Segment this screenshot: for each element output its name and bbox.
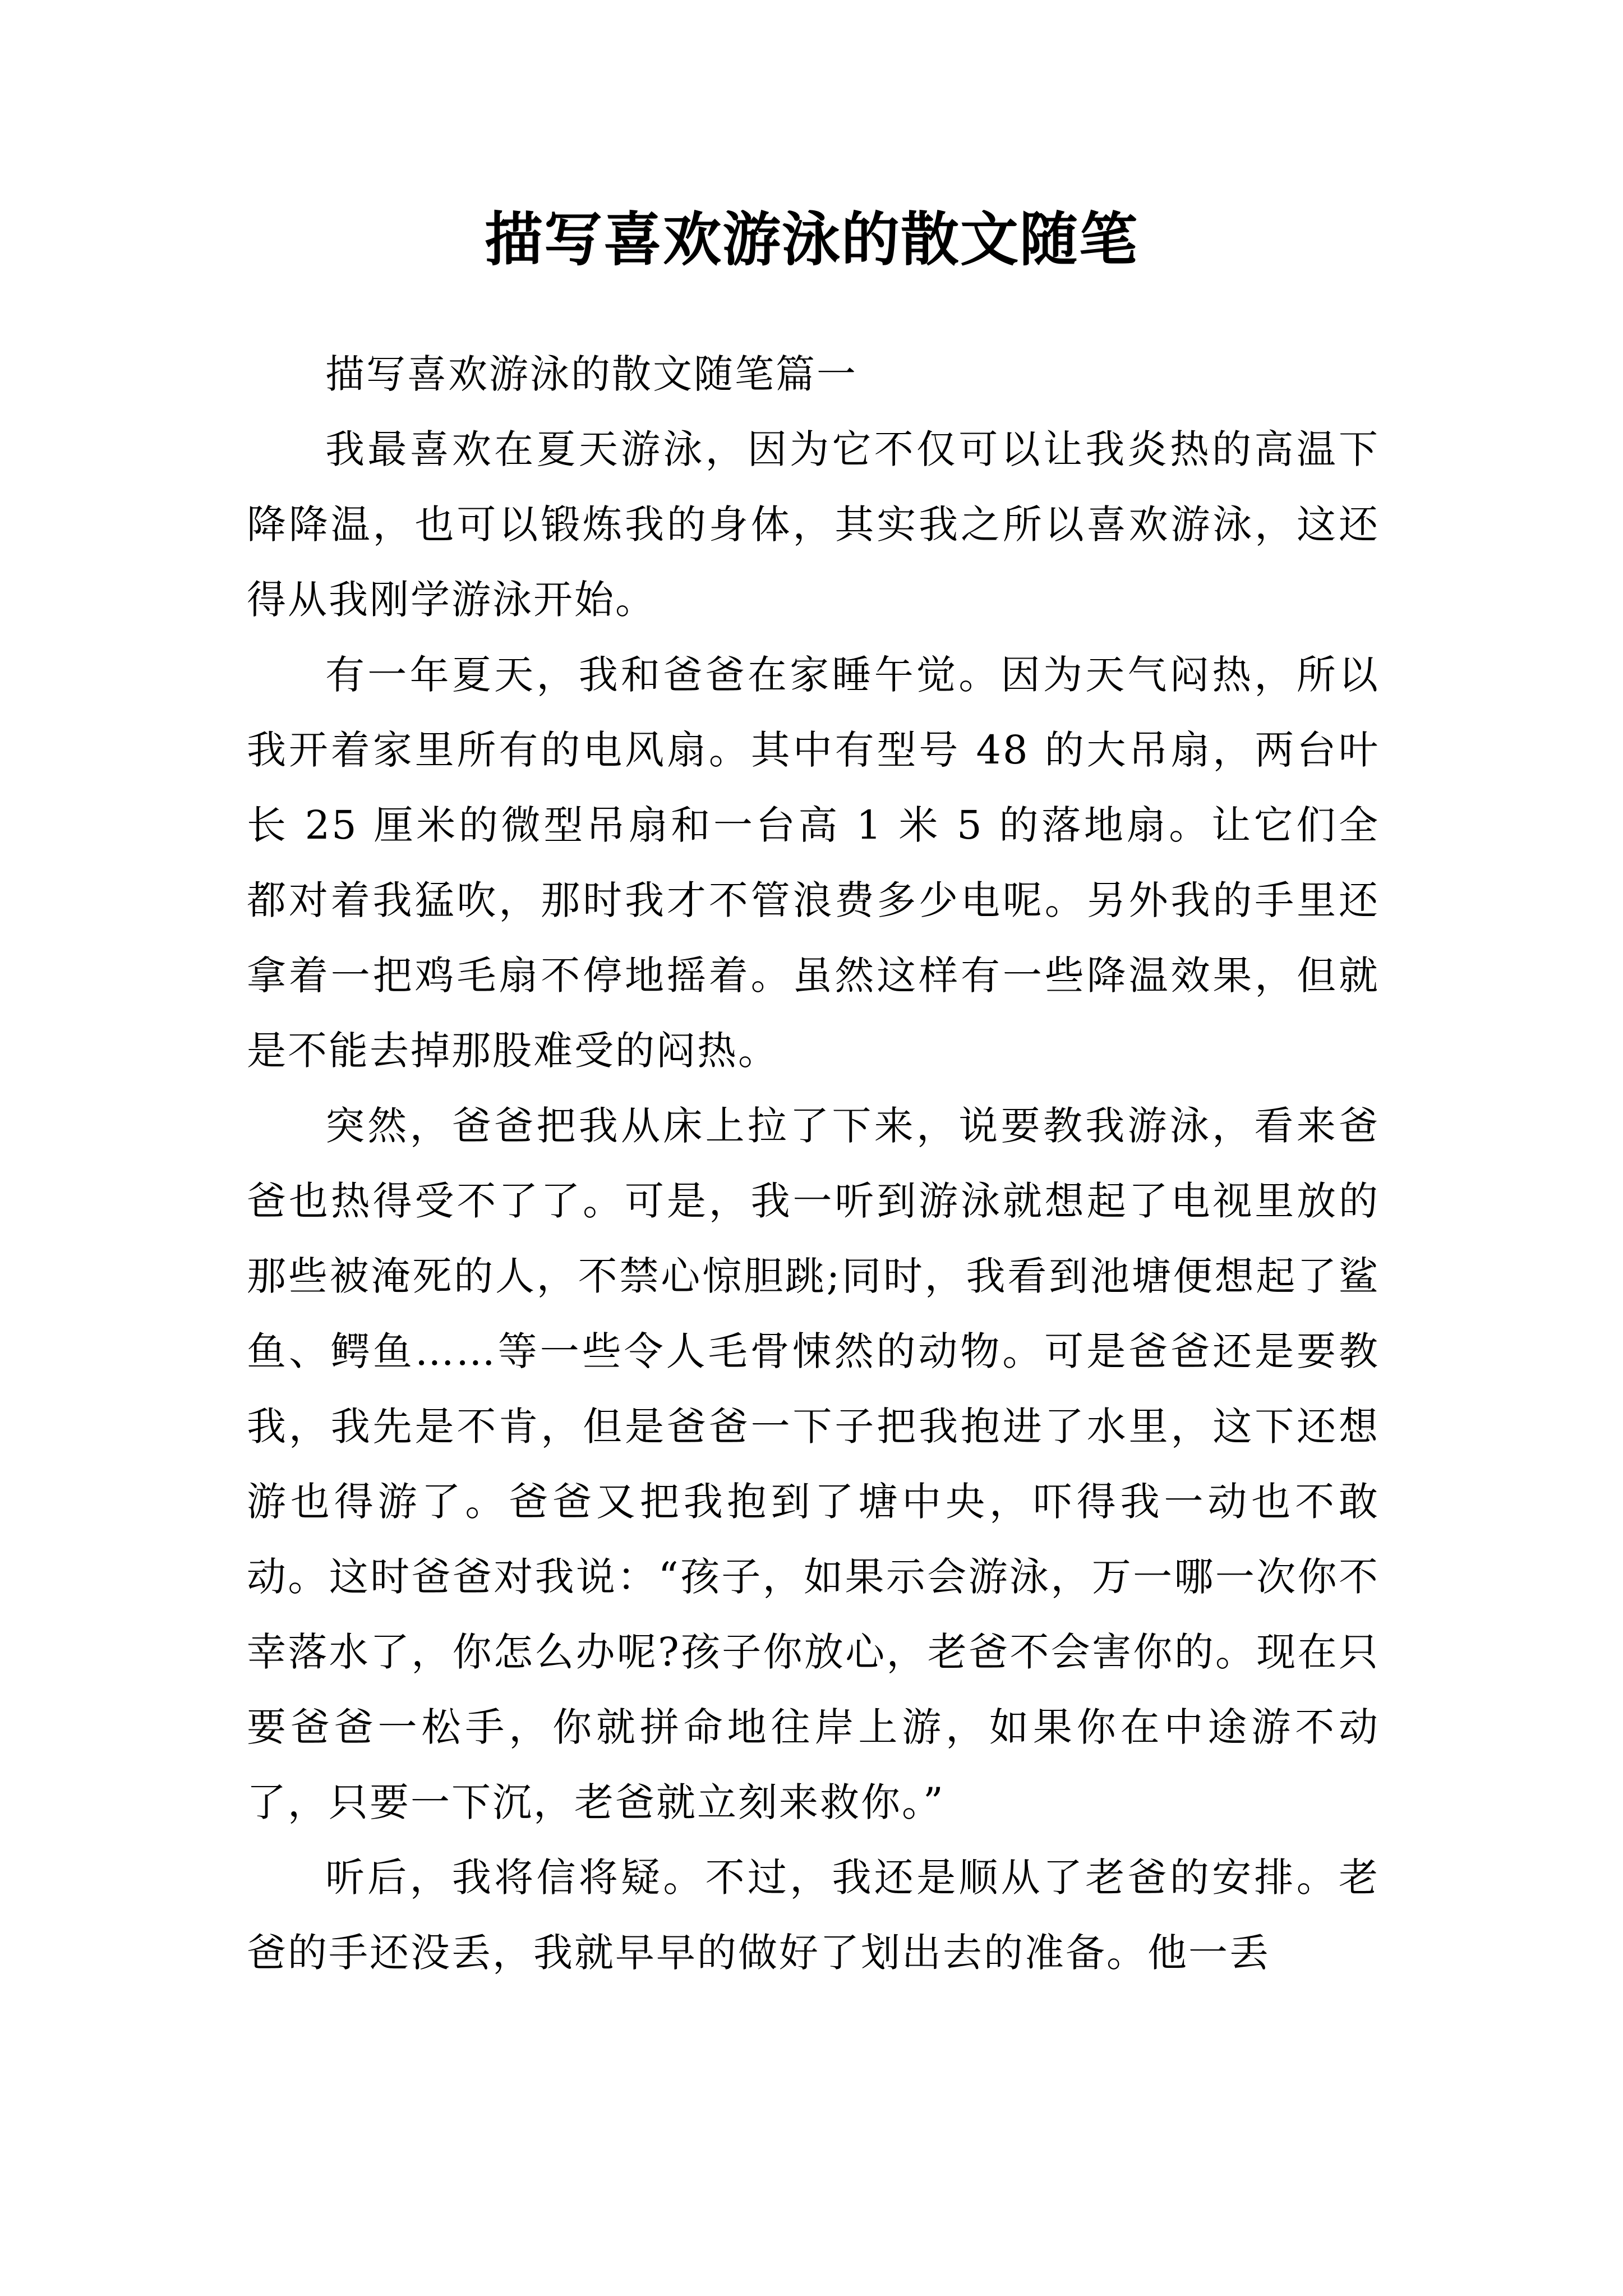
paragraph-1: 我最喜欢在夏天游泳，因为它不仅可以让我炎热的高温下降降温，也可以锻炼我的身体，其实我之所以喜欢游泳，这还得从我刚学游泳开始。 (247, 426, 1380, 623)
document-body (247, 337, 1380, 1990)
section-heading: 描写喜欢游泳的散文随笔篇一 (325, 351, 857, 397)
paragraph-4: 听后，我将信将疑。不过，我还是顺从了老爸的安排。老爸的手还没丢，我就早早的做好了划出去的准备。他一丢 (247, 1855, 1380, 1976)
paragraph-2: 有一年夏天，我和爸爸在家睡午觉。因为天气闷热，所以我开着家里所有的电风扇。其中有型号 48 的大吊扇，两台叶长 25 厘米的微型吊扇和一台高 1 米 5 的落地扇。让它们全都对着我猛吹，那时我才不管浪费多少电呢。另外我的手里还拿着一把鸡毛扇不停地摇着。虽然这样有一些降温效果，但就是不能去掉那股难受的闷热。 (247, 652, 1380, 1074)
paragraph-3: 突然，爸爸把我从床上拉了下来，说要教我游泳，看来爸爸也热得受不了了。可是，我一听到游泳就想起了电视里放的那些被淹死的人，不禁心惊胆跳;同时，我看到池塘便想起了鲨鱼、鳄鱼……等一些令人毛骨悚然的动物。可是爸爸还是要教我，我先是不肯，但是爸爸一下子把我抱进了水里，这下还想游也得游了。爸爸又把我抱到了塘中央，吓得我一动也不敢动。这时爸爸对我说：“孩子，如果示会游泳，万一哪一次你不幸落水了，你怎么办呢?孩子你放心，老爸不会害你的。现在只要爸爸一松手，你就拼命地往岸上游，如果你在中途游不动了，只要一下沉，老爸就立刻来救你。” (247, 1103, 1380, 1825)
document-title: 描写喜欢游泳的散文随笔 (484, 205, 1138, 274)
